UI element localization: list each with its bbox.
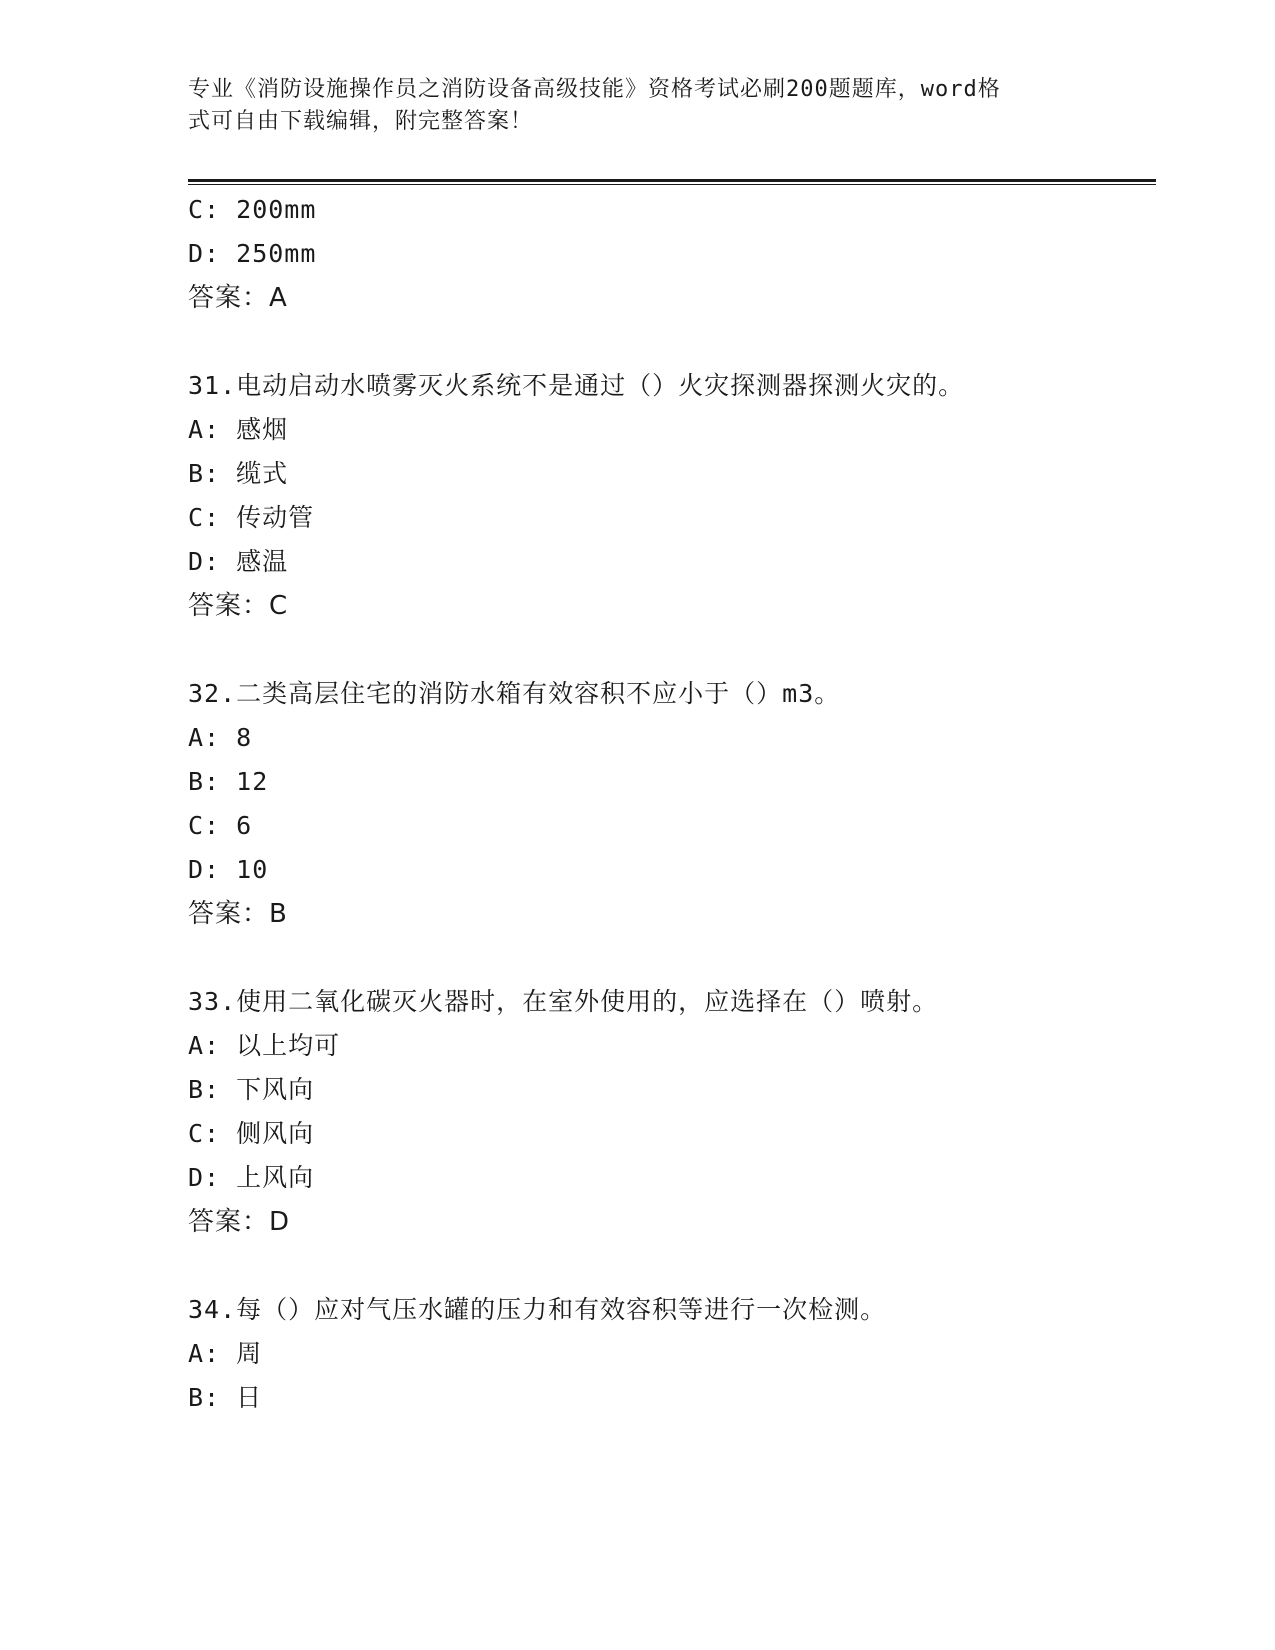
answer-line: 答案：D: [188, 1207, 291, 1237]
document-header: [188, 74, 1068, 138]
question-line: 33.使用二氧化碳灭火器时，在室外使用的，应选择在（）喷射。: [188, 987, 939, 1016]
option-line: B: 缆式: [188, 459, 289, 488]
option-line: D: 250mm: [188, 239, 317, 268]
option-line: A: 感烟: [188, 415, 289, 444]
option-line: A: 周: [188, 1339, 263, 1368]
answer-line: 答案：B: [188, 899, 288, 929]
option-line: C: 200mm: [188, 195, 317, 224]
header-divider-thin: [188, 184, 1156, 185]
option-line: D: 感温: [188, 547, 289, 576]
answer-line: 答案：C: [188, 591, 289, 621]
option-line: B: 下风向: [188, 1075, 315, 1104]
option-line: D: 上风向: [188, 1163, 315, 1192]
question-line: 34.每（）应对气压水罐的压力和有效容积等进行一次检测。: [188, 1295, 887, 1324]
option-line: A: 以上均可: [188, 1031, 341, 1060]
option-line: C: 传动管: [188, 503, 315, 532]
header-line-1: 专业《消防设施操作员之消防设备高级技能》资格考试必刷200题题库，word格: [188, 77, 1001, 102]
question-line: 31.电动启动水喷雾灭火系统不是通过（）火灾探测器探测火灾的。: [188, 371, 965, 400]
header-divider-thick: [188, 179, 1156, 182]
question-line: 32.二类高层住宅的消防水箱有效容积不应小于（）m3。: [188, 679, 841, 708]
option-line: C: 侧风向: [188, 1119, 315, 1148]
option-line: B: 12: [188, 767, 269, 796]
answer-line: 答案：A: [188, 283, 288, 313]
option-line: B: 日: [188, 1383, 263, 1412]
option-line: D: 10: [188, 855, 269, 884]
header-line-2: 式可自由下载编辑，附完整答案！: [188, 109, 534, 134]
option-line: A: 8: [188, 723, 253, 752]
option-line: C: 6: [188, 811, 253, 840]
